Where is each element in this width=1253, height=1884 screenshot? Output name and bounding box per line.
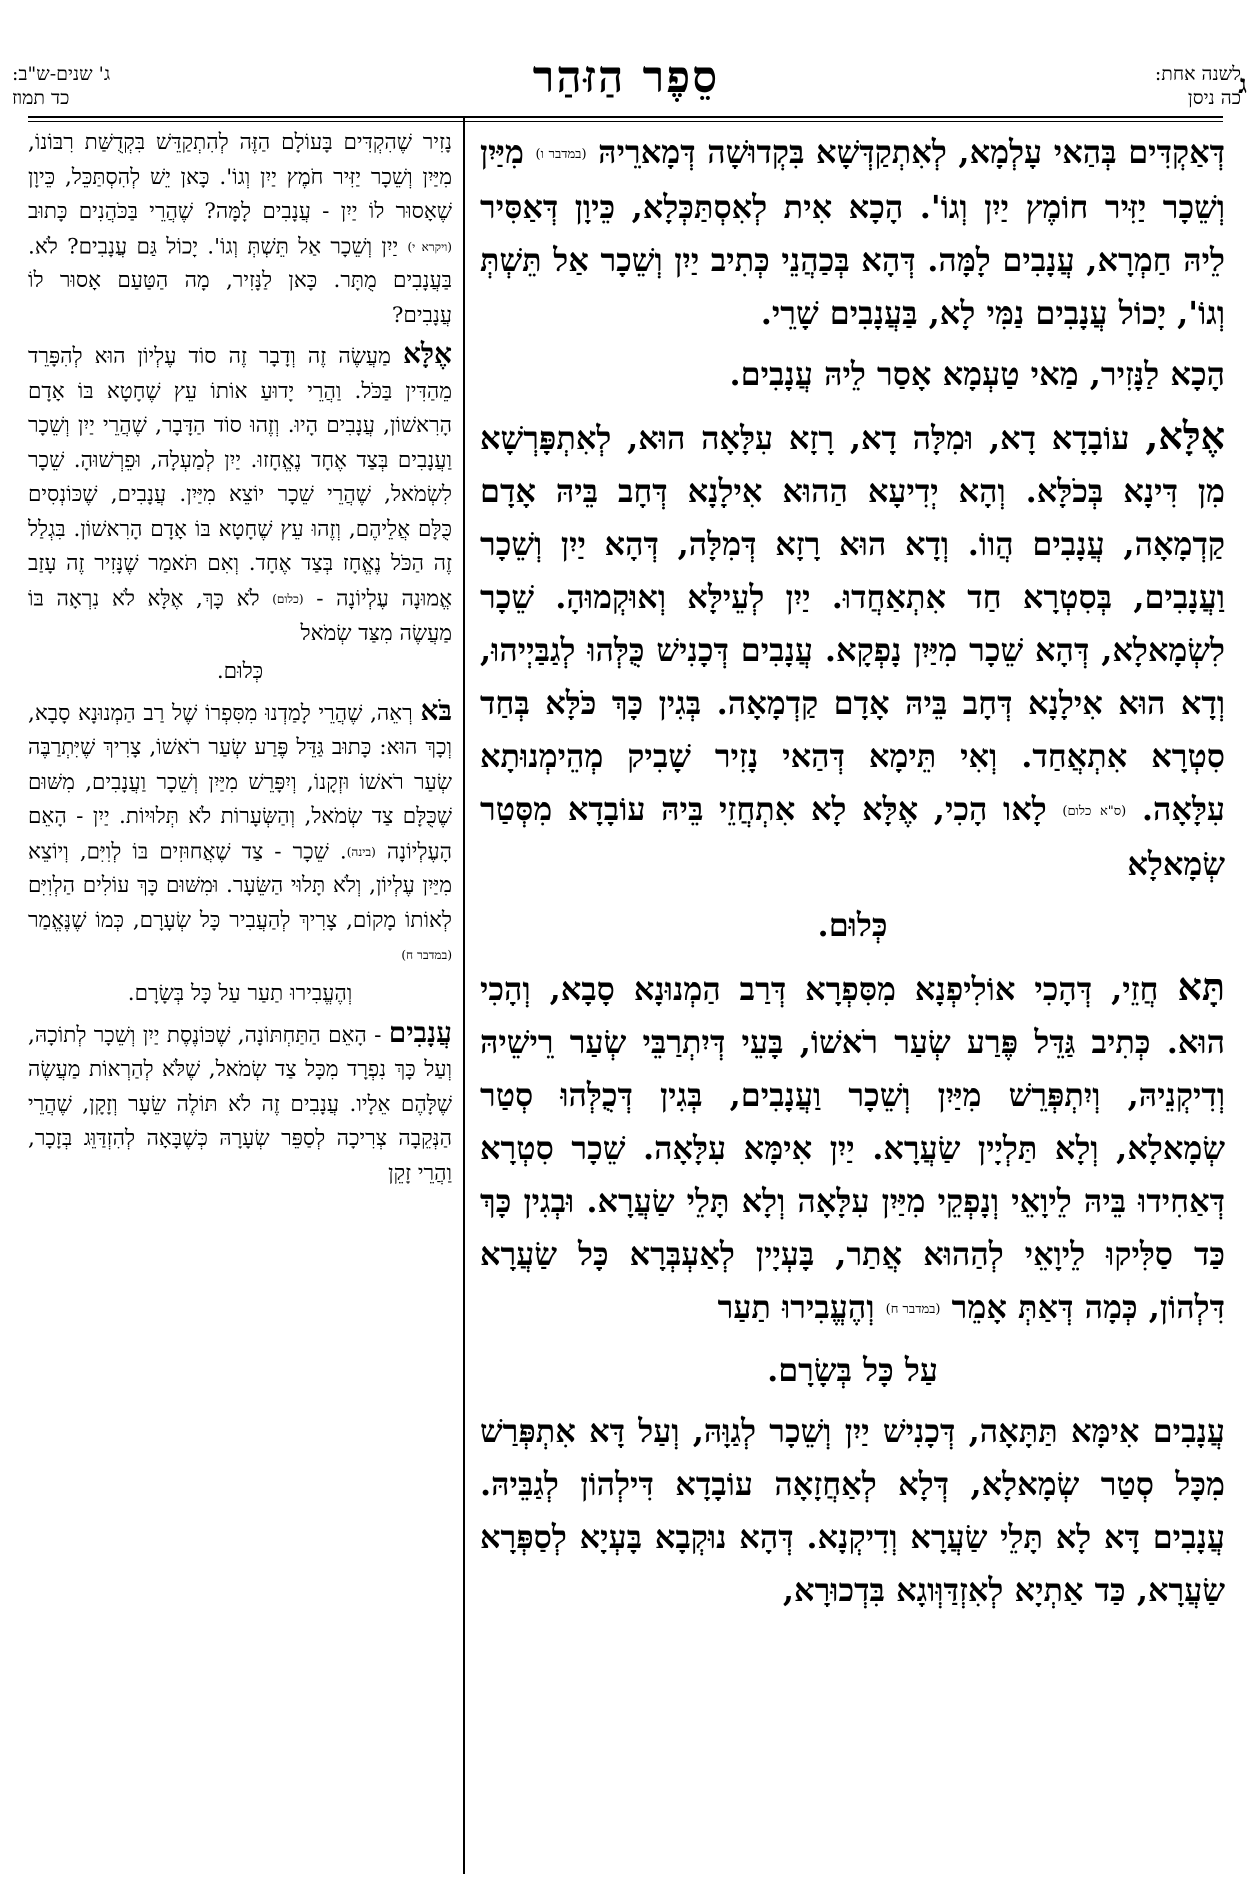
side-text: מַעֲשֶׂה זֶה וְדָבָר זֶה סוֹד עֶלְיוֹן הוּא לְהִפָּרֵד מֵהַדִּין בַּכֹּל. וַהֲרֵי יָדוּעַ אוֹתוֹ עֵץ שֶׁחָטָא בּוֹ אָדָם הָרִאשׁוֹן, עֲנָבִים הָיוּ. וְזֶהוּ סוֹד הַדָּבָר, שֶׁהֲרֵי יַיִן וְשֵׁכָר וַעֲנָבִים בְּצַד אֶחָד נֶאֱחָזוּ. יַיִן לְמַעְלָה, וּפֵרְשׁוּהָ. שֵׁכָר לִשְׂמֹאל, שֶׁהֲרֵי שֵׁכָר יוֹצֵא מִיַּיִן. עֲנָבִים, שֶׁכּוֹנְסִים כֻּלָּם אֲלֵיהֶם, וְזֶהוּ עֵץ שֶׁחָטָא בּוֹ אָדָם הָרִאשׁוֹן. בִּגְלַל זֶה הַכֹּל נֶאֱחָז בְּצַד אֶחָד. וְאִם תֹּאמַר שֶׁנָּזִיר זֶה עָזַב אֱמוּנָה עֶלְיוֹנָה - <box>28 344 452 611</box>
main-column <box>480 126 1225 1625</box>
translation-column <box>28 126 452 1195</box>
main-paragraph-1 <box>480 126 1225 340</box>
main-paragraph-4 <box>480 960 1225 1336</box>
main-paragraph-4-end <box>480 1344 1225 1397</box>
opening-word: תָּא <box>1177 964 1226 1009</box>
header-right-line2: כה ניסן <box>1187 87 1241 109</box>
opening-word: בֹּא <box>420 693 452 727</box>
main-text: לָאו הָכִי, אֶלָּא לָא אִתְחֲזֵי בֵּיהּ עוֹבָדָא מִסְּטַר שְׂמָאלָא <box>480 790 1225 883</box>
header-left <box>12 62 312 114</box>
side-text: וְהֶעֱבִירוּ תַעַר עַל כָּל בְּשָׂרָם. <box>127 981 353 1006</box>
main-text: דְּאַקְדִּים בְּהַאי עָלְמָא, לְאִתְקַדְּשָׁא בִּקְדוּשָׁה דְּמָארֵיהּ <box>598 133 1226 171</box>
variant-note: (כלום) <box>272 591 304 606</box>
header-rule-thin <box>28 121 1223 122</box>
main-text: כְּלוּם. <box>817 906 888 944</box>
side-text: לֹא כָּךְ, אֶלָּא לֹא נִרְאָה בּוֹ מַעֲשֶׂה מִצַּד שְׂמֹאל <box>28 586 452 646</box>
main-text: עַל כָּל בְּשָׂרָם. <box>767 1351 938 1389</box>
column-divider <box>463 116 465 1874</box>
header-rule <box>28 116 1223 118</box>
verse-reference: (ויקרא י) <box>407 239 452 254</box>
side-paragraph-2-end <box>28 655 452 690</box>
side-text: - הָאֵם הַתַּחְתּוֹנָה, שֶׁכּוֹנֶסֶת יַיִן וְשֵׁכָר לְתוֹכָהּ, וְעַל כָּךְ נִפְרָד מִכָּל צַד שְׂמֹאל, שֶׁלֹּא לְהַרְאוֹת מַעֲשֶׂה שֶׁלָּהֶם אֵלָיו. עֲנָבִים זֶה לֹא תּוֹלֶה שֵׂעָר וְזָקָן, שֶׁהֲרֵי הַנְּקֵבָה צְרִיכָה לְסַפֵּר שְׂעָרָהּ כְּשֶׁבָּאָה לְהִזְדַּוֵּג בְּזָכָר, וַהֲרֵי זָקֵן <box>28 1022 452 1186</box>
header-left-line1: ג' שנים-ש"ב: <box>12 63 111 85</box>
header-right-line1: לשנה אחת: <box>1154 63 1241 85</box>
side-paragraph-1 <box>28 126 452 333</box>
page-number: ג <box>1238 70 1247 100</box>
main-text: הָכָא לַנָּזִיר, מַאי טַעְמָא אָסַר לֵיהּ עֲנָבִים. <box>729 355 1225 393</box>
verse-reference: (במדבר ח) <box>401 948 452 963</box>
side-text: כְּלוּם. <box>216 659 264 684</box>
side-paragraph-4 <box>28 1016 452 1192</box>
header-right <box>1006 62 1241 114</box>
main-text: וְהֶעֱבִירוּ תַעַר <box>717 1288 875 1326</box>
main-paragraph-3-end <box>480 899 1225 952</box>
side-paragraph-3 <box>28 694 452 974</box>
main-paragraph-3 <box>480 409 1225 891</box>
side-text: נָזִיר שֶׁהִקְדִּים בָּעוֹלָם הַזֶּה לְהִתְקַדֵּשׁ בִּקְדֻשַּׁת רִבּוֹנוֹ, מִיַּיִן וְשֵׁכָר יַזִּיר חֹמֶץ יַיִן וְגוֹ'. כָּאן יֵשׁ לְהִסְתַּכֵּל, כֵּיוָן שֶׁאָסוּר לוֹ יַיִן - עֲנָבִים לָמָּה? שֶׁהֲרֵי בַּכֹּהֲנִים כָּתוּב <box>28 130 452 224</box>
side-text: . שֵׁכָר - צַד שֶׁאֲחוּזִים בּוֹ לְוִיִּם, וְיוֹצֵא מִיַּיִן עֶלְיוֹן, וְלֹא תָּלוּי הַשֵּׂעָר. וּמִשּׁוּם כָּךְ עוֹלִים הַלְוִיִּם לְאוֹתוֹ מָקוֹם, צָרִיךְ לְהַעֲבִיר כָּל שְׂעָרָם, כְּמוֹ שֶׁנֶּאֱמַר <box>28 838 452 933</box>
main-text: עוֹבָדָא דָא, וּמִלָּה דָא, רָזָא עִלָּאָה הוּא, לְאִתְפָּרְשָׁא מִן דִּינָא בְּכֹלָּא. וְהָא יְדִיעָא הַהוּא אִילָנָא דְּחָב בֵּיהּ אָדָם קַדְמָאָה, עֲנָבִים הֲווֹ. וְדָא הוּא רָזָא דְּמִלָּה, דְּהָא יַיִן וְשֵׁכָר וַעֲנָבִים, בְּסִטְרָא חַד אִתְאַחֲדוּ. יַיִן לְעֵילָּא וְאוּקְמוּהָ. שֵׁכָר לִשְׂמָאלָא, דְּהָא שֵׁכָר מִיַּיִן נָפְקָא. עֲנָבִים דְּכָנִישׁ כֻּלְּהוּ לְגַבַּיְיהוּ, וְדָא הוּא אִילָנָא דְּחָב בֵּיהּ אָדָם קַדְמָאָה. בְּגִין כָּךְ כֹּלָּא בְּחַד סִטְרָא אִתְאֲחַד. וְאִי תֵּימָא דְּהַאי נָזִיר שָׁבִיק מְהֵימְנוּתָא עִלָּאָה. <box>480 419 1226 828</box>
side-text: רְאֵה, שֶׁהֲרֵי לָמַדְנוּ מִסִּפְרוֹ שֶׁל רַב הַמְנוּנָא סָבָא, וְכָךְ הוּא: כָּתוּב גַּדֵּל פֶּרַע שְׂעַר רֹאשׁוֹ, צָרִיךְ שֶׁיִּתְרַבֶּה שְׂעַר רֹאשׁוֹ וּזְקָנוֹ, וְיִפָּרֵשׁ מִיַּיִן וְשֵׁכָר וַעֲנָבִים, מִשּׁוּם שֶׁכֻּלָּם צַד שְׂמֹאל, וְהַשְּׂעָרוֹת לֹא תְּלוּיוֹת. יַיִן - הָאֵם הָעֶלְיוֹנָה <box>28 700 452 864</box>
main-paragraph-5 <box>480 1405 1225 1617</box>
opening-word: אֶלָּא <box>402 337 452 371</box>
main-paragraph-2 <box>480 348 1225 401</box>
side-text: יַיִן וְשֵׁכָר אַל תֵּשְׁתְּ וְגוֹ'. יָכוֹל גַּם עֲנָבִים? לֹא. בַּעֲנָבִים מֻתָּר. כָּאן לַנָּזִיר, מָה הַטַּעַם אָסוּר לוֹ עֲנָבִים? <box>28 233 452 328</box>
main-text: עֲנָבִים אִימָּא תַּתָּאָה, דְּכָנִישׁ יַיִן וְשֵׁכָר לְגַוָּהּ, וְעַל דָּא אִתְפְּרַשׁ מִכָּל סְטַר שְׂמָאלָא, דְּלָא לְאַחֲזָאָה עוֹבָדָא דִּילְהוֹן לְגַבֵּיהּ. עֲנָבִים דָּא לָא תָּלֵי שַׂעֲרָא וְדִיקְנָא. דְּהָא נוּקְבָא בָּעְיָא לְסַפְּרָא שַׂעֲרָא, כַּד אַתְיָא לְאִזְדַּוְּוגָא בִּדְכוּרָא, <box>480 1412 1226 1609</box>
variant-note: (ס"א כלום) <box>1062 804 1127 819</box>
side-paragraph-2 <box>28 337 452 651</box>
header-left-line2: כד תמוז <box>12 87 70 109</box>
verse-reference: (במדבר ח) <box>885 1302 941 1317</box>
opening-word: עֲנָבִים <box>388 1015 452 1049</box>
book-title: סֵפֶר הַזּהַר <box>532 52 720 103</box>
sefira-note: (בינה) <box>346 844 376 859</box>
side-paragraph-3-end <box>28 977 452 1012</box>
verse-reference: (במדבר ו) <box>535 147 587 162</box>
main-text: מִיַּיִן וְשֵׁכָר יַזִּיר חוֹמֶץ יַיִן וְגוֹ'. הָכָא אִית לְאִסְתַּכְּלָא, כֵּיוָן דְּאַסִּיר לֵיהּ חַמְרָא, עֲנָבִים לָמָּה. דְּהָא בְּכַהֲנֵי כְּתִיב יַיִן וְשֵׁכָר אַל תֵּשְׁתְּ וְגוֹ', יָכוֹל עֲנָבִים נַמִּי לָא, בַּעֲנָבִים שָׁרֵי. <box>480 133 1226 332</box>
opening-word: אֶלָּא, <box>1145 413 1226 458</box>
main-text: חֲזֵי, דְּהָכִי אוֹלִיפְנָא מִסִּפְרָא דְּרַב הַמְנוּנָא סָבָא, וְהָכִי הוּא. כְּתִיב גַּדֵּל פֶּרַע שְׂעַר רֹאשׁוֹ, בָּעֵי דְּיִתְרַבֵּי שְׂעַר רֵישֵׁיהּ וְדִיקְנֵיהּ, וְיִתְפְּרֵשׁ מִיַּיִן וְשֵׁכָר וַעֲנָבִים, בְּגִין דְּכֻלְּהוּ סְטַר שְׂמָאלָא, וְלָא תַּלְיָין שַׂעֲרָא. יַיִן אִימָּא עִלָּאָה. שֵׁכָר סִטְרָא דְּאַחִידוּ בֵּיהּ לֵיוָאֵי וְנָפְקֵי מִיַּיִן עִלָּאָה וְלָא תָּלֵי שַׂעֲרָא. וּבְגִין כָּךְ כַּד סַלִּיקוּ לֵיוָאֵי לְהַהוּא אֲתַר, בָּעְיָין לְאַעְבְּרָא כָּל שַׂעֲרָא דִּלְהוֹן, כְּמָה דְּאַתְּ אָמֵר <box>480 970 1225 1326</box>
